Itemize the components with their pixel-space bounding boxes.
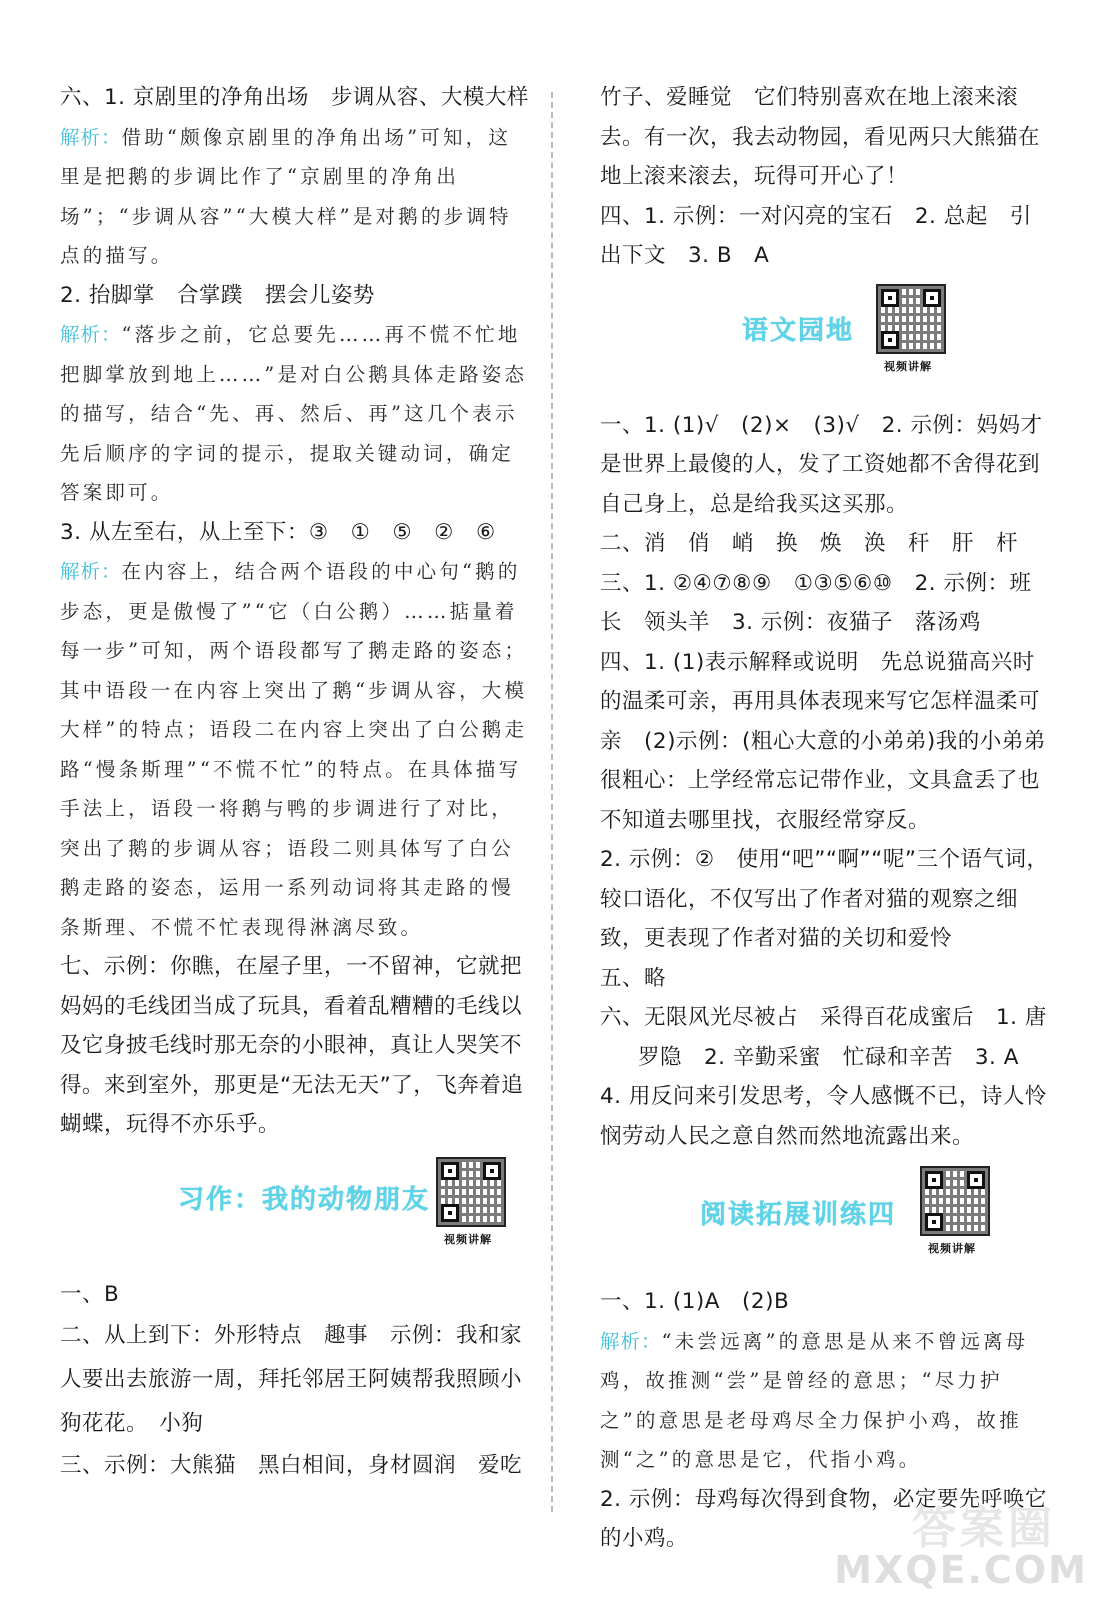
right-column [600, 78, 1050, 1559]
qr-code-icon[interactable] [876, 284, 946, 354]
answer-7: 七、示例：你瞧，在屋子里，一不留神，它就把妈妈的毛线团当成了玩具，看着乱糟糟的毛线以及它身披毛线时那无奈的小眼神，真让人哭笑不得。来到室外，那更是“无法无天”了，飞奔着追蝴蝶，玩得不亦乐乎。 [60, 954, 524, 1137]
reading-answer-2: 2. 示例：母鸡每次得到食物，必定要先呼唤它的小鸡。 [600, 1486, 1047, 1551]
section-header-reading [600, 1156, 1050, 1282]
watermark-cn: 答案圈 [912, 1503, 1056, 1554]
yuwen-answer-6a: 六、无限风光尽被占 采得百花成蜜后 1. 唐 [600, 1005, 1047, 1030]
qr-code-icon[interactable] [920, 1166, 990, 1236]
section-header-yuwen [600, 276, 1050, 406]
answer-6-3: 3. 从左至右，从上至下：③ ① ⑤ ② ⑥ [60, 519, 496, 545]
yuwen-answer-1: 一、1. (1)√ (2)× (3)√ 2. 示例：妈妈才是世界上最傻的人，发了工资她都不舍得花到自己身上，总是给我买这买那。 [600, 412, 1043, 517]
analysis-text: 在内容上，结合两个语段的中心句“鹅的步态，更是傲慢了”“它（白公鹅）……掂量着每一步”可知，两个语段都写了鹅走路的姿态；其中语段一在内容上突出了鹅“步调从容，大模大样”的特点；语段二在内容上突出了白公鹅走路“慢条斯理”“不慌不忙”的特点。在具体描写手法上，语段一将鹅与鸭的步调进行了对比，突出了鹅的步调从容；语段二则具体写了白公鹅走路的姿态，运用一系列动词将其走路的慢条斯理、不慌不忙表现得淋漓尽致。 [60, 560, 528, 939]
reading-analysis-1 [600, 1322, 1050, 1480]
analysis-tag: 解析： [60, 560, 122, 583]
yuwen-answer-6b: 罗隐 2. 辛勤采蜜 忙碌和辛苦 3. A [638, 1044, 1019, 1070]
writing-answer-2: 二、从上到下：外形特点 趣事 示例：我和家人要出去旅游一周，拜托邻居王阿姨帮我照顾小狗花花。 小狗 [60, 1323, 523, 1436]
section-title: 语文园地 [742, 315, 855, 346]
qr-code-icon[interactable] [436, 1157, 506, 1227]
analysis-6-1 [60, 118, 530, 276]
yuwen-answer-4-1: 四、1. (1)表示解释或说明 先总说猫高兴时的温柔可亲，再用具体表现来写它怎样温柔可亲 (2)示例：(粗心大意的小弟弟)我的小弟弟很粗心：上学经常忘记带作业，文具盒丢了也不知道去哪里找，衣服经常穿反。 [600, 649, 1046, 833]
continued-answer: 竹子、爱睡觉 它们特别喜欢在地上滚来滚去。有一次，我去动物园，看见两只大熊猫在地上滚来滚去，玩得可开心了！ [600, 85, 1041, 189]
left-column [60, 78, 530, 1486]
answer-6-2: 2. 抬脚掌 合掌蹼 摆会儿姿势 [60, 282, 375, 308]
section-title: 阅读拓展训练四 [700, 1200, 897, 1230]
answer-4: 四、1. 示例：一对闪亮的宝石 2. 总起 引出下文 3. B A [600, 203, 1032, 268]
answer-6-1: 六、1. 京剧里的净角出场 步调从容、大模大样 [60, 85, 529, 110]
yuwen-answer-2: 二、消 俏 峭 换 焕 涣 秆 肝 杆 [600, 531, 1019, 556]
analysis-6-3 [60, 552, 530, 947]
column-divider [551, 92, 553, 1512]
writing-answer-1: 一、B [60, 1281, 120, 1307]
writing-answer-3: 三、示例：大熊猫 黑白相间，身材圆润 爱吃 [60, 1453, 523, 1478]
qr-caption: 视频讲解 [444, 1232, 492, 1246]
analysis-text: 借助“颇像京剧里的净角出场”可知，这里是把鹅的步调比作了“京剧里的净角出场”；“步调从容”“大模大样”是对鹅的步调特点的描写。 [60, 125, 512, 267]
analysis-tag: 解析： [60, 125, 122, 149]
reading-answer-1: 一、1. (1)A (2)B [600, 1289, 790, 1314]
analysis-6-2 [60, 315, 530, 513]
qr-caption: 视频讲解 [884, 359, 932, 373]
yuwen-answer-6-4: 4. 用反问来引发思考，令人感慨不已，诗人怜悯劳动人民之意自然而然地流露出来。 [600, 1084, 1047, 1149]
analysis-tag: 解析： [600, 1329, 662, 1353]
yuwen-answer-3: 三、1. ②④⑦⑧⑨ ①③⑤⑥⑩ 2. 示例：班长 领头羊 3. 示例：夜猫子 落汤鸡 [600, 570, 1032, 635]
analysis-tag: 解析： [60, 323, 122, 346]
watermark: MXQE.COM [834, 1548, 1088, 1592]
yuwen-answer-5: 五、略 [600, 965, 667, 991]
analysis-text: “落步之前，它总要先……再不慌不忙地把脚掌放到地上……”是对白公鹅具体走路姿态的描写，结合“先、再、然后、再”这几个表示先后顺序的字词的提示，提取关键动词，确定答案即可。 [60, 323, 528, 504]
qr-caption: 视频讲解 [928, 1242, 976, 1255]
analysis-text: “未尝远离”的意思是从来不曾远离母鸡，故推测“尝”是曾经的意思；“尽力护之”的意思是老母鸡尽全力保护小鸡，故推测“之”的意思是它，代指小鸡。 [600, 1329, 1029, 1471]
yuwen-answer-4-2: 2. 示例：② 使用“吧”“啊”“呢”三个语气词，较口语化，不仅写出了作者对猫的观察之细致，更表现了作者对猫的关切和爱怜 [600, 847, 1049, 951]
section-title: 习作：我的动物朋友 [178, 1184, 431, 1215]
section-header-writing [60, 1145, 530, 1275]
